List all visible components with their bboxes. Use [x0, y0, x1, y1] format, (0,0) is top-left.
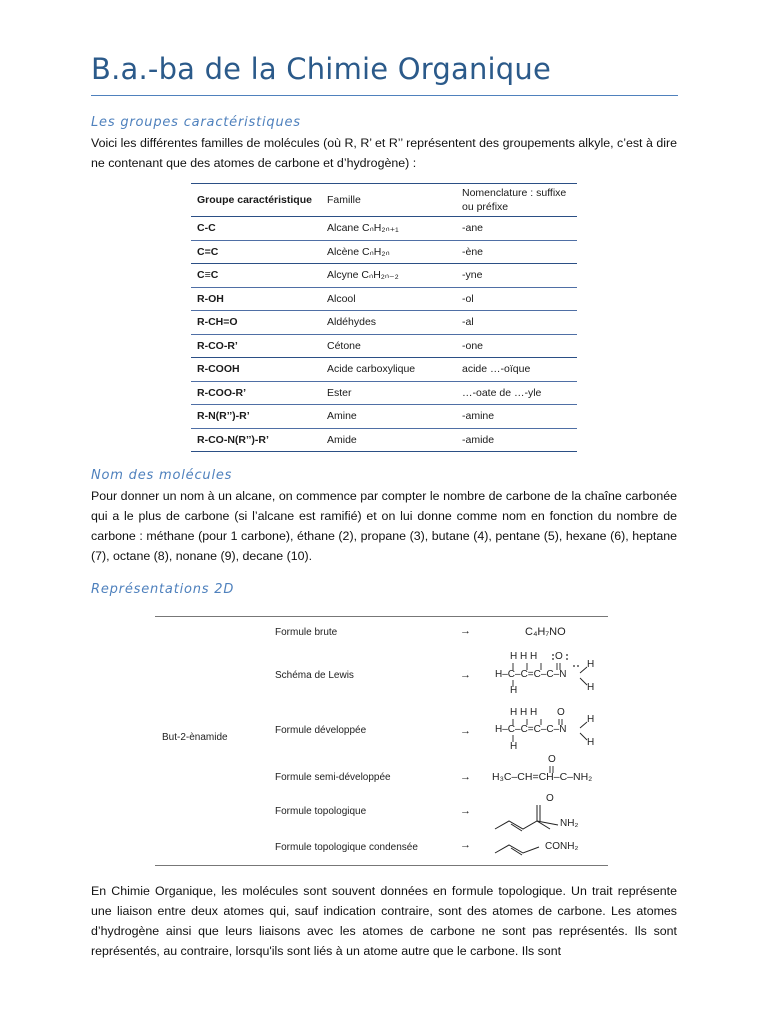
- dev-bottom-h: H: [510, 741, 518, 752]
- table-cell-groupe: R-CO-N(R’’)-R’: [191, 428, 321, 452]
- paragraph-topologique: En Chimie Organique, les molécules sont souvent données en formule topologique. Un trait représente une liaison entre deux atomes qui, sauf indication contraire, sont des atomes de carbone. Les atomes d’hydrogène ainsi que leurs liaisons avec les atomes de carbone ne sont pas représentés. Ils sont représentés, au contraire, lorsqu'ils sont liés à un atome autre que le carbone. Ils sont: [91, 884, 677, 958]
- title-divider: [91, 95, 678, 96]
- table-cell-groupe: C≡C: [191, 264, 321, 288]
- table-cell-nomenclature: -yne: [456, 264, 577, 288]
- table-cell-nomenclature: -al: [456, 311, 577, 335]
- table-row: [191, 381, 577, 405]
- table-cell-nomenclature: -ane: [456, 217, 577, 241]
- figure-row-label: Formule semi-développée: [275, 772, 391, 783]
- table-cell-groupe: R-OH: [191, 287, 321, 311]
- table-cell-nomenclature: -ol: [456, 287, 577, 311]
- arrow-icon: →: [460, 805, 471, 817]
- table-cell-nomenclature: …-oate de …-yle: [456, 381, 577, 405]
- topo-condensed-conh2: CONH₂: [545, 841, 579, 852]
- table-cell-groupe: C=C: [191, 240, 321, 264]
- dev-bonds: [513, 719, 587, 742]
- semi-dev-oxygen: O: [548, 754, 556, 765]
- figure-row-label: Formule topologique condensée: [275, 842, 418, 853]
- figure-row-label: Formule développée: [275, 725, 367, 736]
- table-cell-famille: Alcène CₙH₂ₙ: [321, 240, 456, 264]
- representations-figure: [155, 616, 608, 866]
- formule-brute-value: C₄H₇NO: [525, 626, 566, 638]
- section-heading-nom: Nom des molécules: [91, 468, 233, 483]
- dev-n-h-bottom: H: [587, 737, 595, 748]
- page-title: B.a.-ba de la Chimie Organique: [91, 52, 552, 86]
- arrow-icon: →: [460, 839, 471, 851]
- table-cell-groupe: C-C: [191, 217, 321, 241]
- table-cell-nomenclature: acide …-oïque: [456, 358, 577, 382]
- table-row: [191, 311, 577, 335]
- table-cell-nomenclature: -amide: [456, 428, 577, 452]
- table-cell-famille: Amide: [321, 428, 456, 452]
- structure-bonds-svg: [155, 617, 608, 865]
- table-header-row: [191, 184, 577, 217]
- figure-molecule-name: But-2-ènamide: [162, 732, 228, 743]
- semi-dev-formula: H₃C–CH=CH–C–NH₂: [492, 771, 593, 783]
- table-row: [191, 217, 577, 241]
- topologique-condensee-skeleton: [495, 845, 539, 855]
- table-cell-famille: Ester: [321, 381, 456, 405]
- table-row: [191, 264, 577, 288]
- lone-pair-dots: [552, 654, 579, 667]
- functional-groups-table: [191, 183, 577, 452]
- dev-chain: H–C–C=C–C–N: [495, 724, 567, 735]
- table-cell-groupe: R-COOH: [191, 358, 321, 382]
- lewis-bonds: [513, 663, 587, 687]
- arrow-icon: →: [460, 669, 471, 681]
- topo-nh2: NH₂: [560, 818, 579, 829]
- table-cell-famille: Cétone: [321, 334, 456, 358]
- table-cell-nomenclature: -amine: [456, 405, 577, 429]
- lewis-n-h-bottom: H: [587, 682, 595, 693]
- table-row: [191, 334, 577, 358]
- table-cell-groupe: R-COO-R’: [191, 381, 321, 405]
- table-header-groupe: Groupe caractéristique: [191, 184, 321, 217]
- table-cell-nomenclature: -one: [456, 334, 577, 358]
- table-row: [191, 428, 577, 452]
- table-header-nomenclature: Nomenclature : suffixe ou préfixe: [456, 184, 577, 217]
- lewis-oxygen: O: [555, 651, 563, 662]
- lewis-n-h-top: H: [587, 659, 595, 670]
- table-cell-famille: Acide carboxylique: [321, 358, 456, 382]
- section-heading-repr: Représentations 2D: [91, 582, 235, 597]
- table-cell-nomenclature: -ène: [456, 240, 577, 264]
- table-cell-famille: Aldéhydes: [321, 311, 456, 335]
- table-row: [191, 287, 577, 311]
- table-row: [191, 405, 577, 429]
- lewis-bottom-h: H: [510, 685, 518, 696]
- arrow-icon: →: [460, 625, 471, 637]
- lewis-h-row: H H H: [510, 651, 538, 662]
- paragraph-groupes-intro: Voici les différentes familles de molécules (où R, R’ et R’’ représentent des groupements alkyle, c’est à dire ne contenant que des atomes de carbone et d’hydrogène) :: [91, 136, 677, 170]
- table-header-famille: Famille: [321, 184, 456, 217]
- table-cell-groupe: R-CH=O: [191, 311, 321, 335]
- dev-h-row: H H H: [510, 707, 538, 718]
- figure-row-label: Schéma de Lewis: [275, 670, 354, 681]
- arrow-icon: →: [460, 771, 471, 783]
- table-cell-famille: Alcane CₙH₂ₙ₊₁: [321, 217, 456, 241]
- paragraph-nom: Pour donner un nom à un alcane, on commence par compter le nombre de carbone de la chaîne carbonée qui a le plus de carbone (si l’alcane est ramifié) et on lui donne comme nom en fonction du nombre de carbone : méthane (pour 1 carbone), éthane (2), propane (3), butane (4), pentane (5), hexane (6), heptane (7), octane (8), nonane (9), decane (10).: [91, 489, 677, 563]
- table-cell-groupe: R-CO-R’: [191, 334, 321, 358]
- section-heading-groupes: Les groupes caractéristiques: [91, 115, 301, 130]
- table-cell-groupe: R-N(R’’)-R’: [191, 405, 321, 429]
- table-cell-famille: Alcyne CₙH₂ₙ₋₂: [321, 264, 456, 288]
- dev-oxygen: O: [557, 707, 565, 718]
- figure-row-label: Formule brute: [275, 627, 338, 638]
- semi-dev-bonds: [550, 766, 553, 773]
- figure-row-label: Formule topologique: [275, 806, 367, 817]
- table-cell-famille: Amine: [321, 405, 456, 429]
- lewis-chain: H–C–C=C–C–N: [495, 669, 567, 680]
- arrow-icon: →: [460, 725, 471, 737]
- table-cell-famille: Alcool: [321, 287, 456, 311]
- topo-oxygen: O: [546, 793, 554, 804]
- table-row: [191, 358, 577, 382]
- dev-n-h-top: H: [587, 714, 595, 725]
- topologique-skeleton: [495, 805, 558, 831]
- table-row: [191, 240, 577, 264]
